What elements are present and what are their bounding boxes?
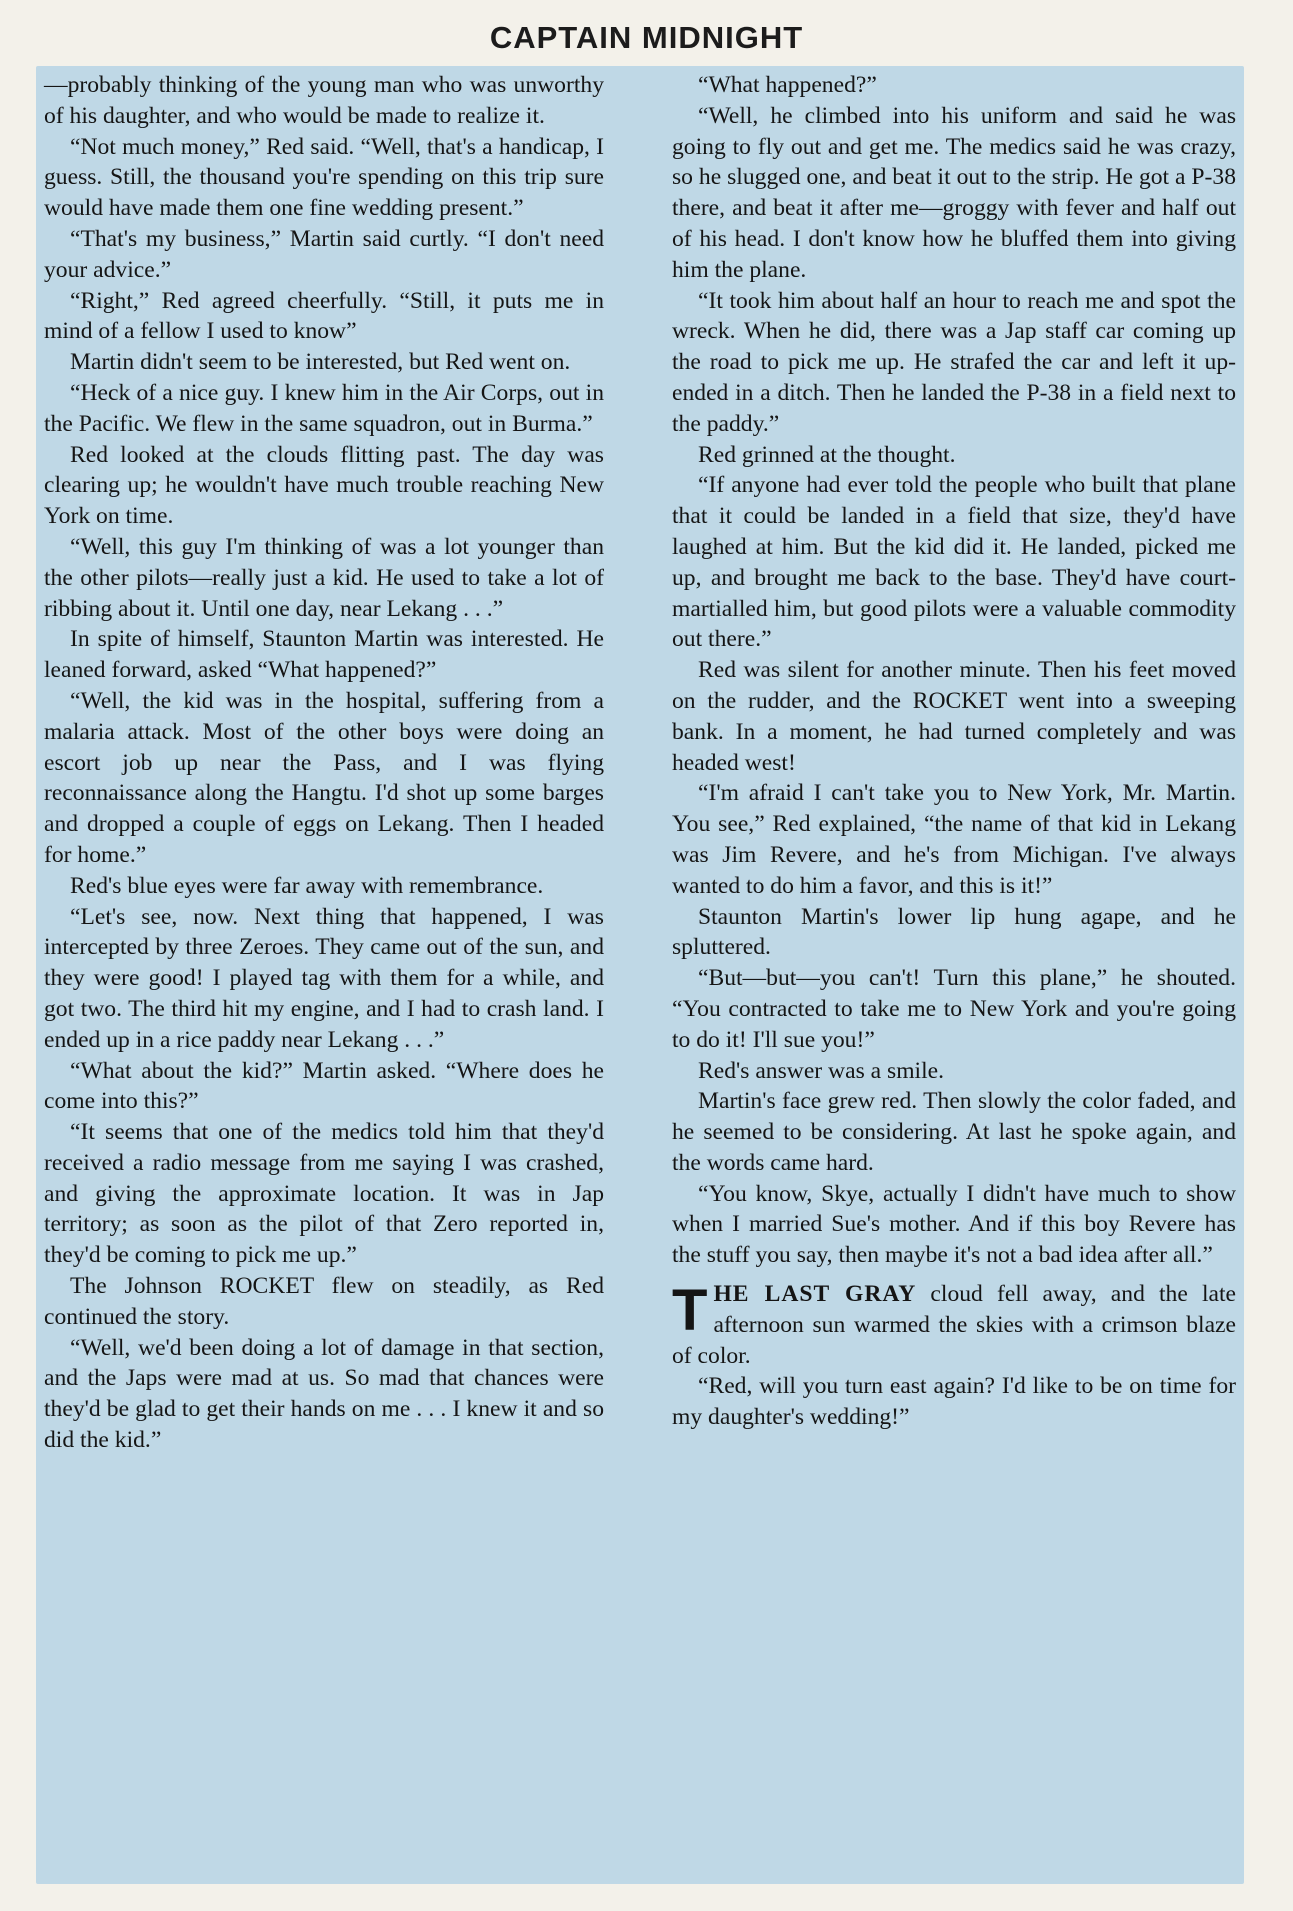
paragraph: “Well, the kid was in the hospital, suffering from a malaria attack. Most of the other boys were doing an escort job up near the Pass, and I was flying reconnaissance along the Hangtu. I'd shot up some barges and dropped a couple of eggs on Lekang. Then I headed for home.” — [44, 687, 604, 868]
closing-paragraph: “Red, will you turn east again? I'd like to be on time for my daughter's wedding!” — [672, 1373, 1236, 1431]
paragraph: Red looked at the clouds flitting past. The day was clearing up; he wouldn't have much trouble reaching New York on time. — [44, 441, 604, 530]
paragraph: “Heck of a nice guy. I knew him in the Air Corps, out in the Pacific. We flew in the same squadron, out in Burma.” — [44, 379, 604, 437]
paragraph: “But—but—you can't! Turn this plane,” he shouted. “You contracted to take me to New York and you're going to do it! I'll sue you!” — [672, 965, 1236, 1053]
paragraph: Red grinned at the thought. — [698, 441, 956, 468]
drop-cap: T — [672, 1278, 708, 1344]
left-column — [44, 70, 604, 1456]
paragraph: “Well, this guy I'm thinking of was a lot younger than the other pilots—really just a kid. He used to take a lot of ribbing about it. Until one day, near Lekang . . .” — [44, 533, 604, 622]
paragraph: “Well, he climbed into his uniform and said he was going to fly out and get me. The medics said he was crazy, so he slugged one, and beat it out to the strip. He got a P-38 there, and beat it after me—groggy with fever and half out of his head. I don't know how he bluffed them into giving him the plane. — [672, 102, 1236, 283]
lead-rest: cloud fell away, and the late afternoon sun warmed the skies with a crimson blaze of color. — [672, 1281, 1236, 1369]
paragraph: Red's answer was a smile. — [698, 1057, 945, 1084]
paragraph: “What happened?” — [698, 72, 877, 98]
paragraph: “What about the kid?” Martin asked. “Where does he come into this?” — [44, 1057, 604, 1115]
paragraph: Martin didn't seem to be interested, but Red went on. — [70, 349, 571, 376]
paragraph: “You know, Skye, actually I didn't have much to show when I married Sue's mother. And if this boy Revere has the stuff you say, then maybe it's not a bad idea after all.” — [672, 1180, 1236, 1269]
page-title: CAPTAIN MIDNIGHT — [489, 20, 804, 55]
paragraph: Red's blue eyes were far away with remembrance. — [70, 872, 544, 899]
paragraph: “Let's see, now. Next thing that happened, I was intercepted by three Zeroes. They came out of the sun, and they were good! I played tag with them for a while, and got two. The third hit my engine, and I had to crash land. I ended up in a rice paddy near Lekang . . .” — [44, 903, 604, 1053]
paragraph: “That's my business,” Martin said curtly. “I don't need your advice.” — [44, 225, 604, 283]
paragraph: “Right,” Red agreed cheerfully. “Still, it puts me in mind of a fellow I used to know” — [44, 287, 604, 345]
right-column — [672, 70, 1236, 1433]
paragraph: Martin's face grew red. Then slowly the color faded, and he seemed to be considering. At last he spoke again, and the words came hard. — [672, 1088, 1236, 1176]
paragraph: “It took him about half an hour to reach me and spot the wreck. When he did, there was a Jap staff car coming up the road to pick me up. He strafed the car and left it up-ended in a ditch. Then he landed the P-38 in a field next to the paddy.” — [672, 287, 1236, 437]
paragraph: In spite of himself, Staunton Martin was interested. He leaned forward, asked “What happened?” — [44, 626, 604, 684]
section-opening-paragraph — [672, 1279, 1236, 1371]
paragraph: “I'm afraid I can't take you to New York, Mr. Martin. You see,” Red explained, “the name of that kid in Lekang was Jim Revere, and he's from Michigan. I've always wanted to do him a favor, and this is it!” — [672, 780, 1236, 899]
lead-caps: HE LAST GRAY — [713, 1281, 917, 1308]
paragraph: “It seems that one of the medics told him that they'd received a radio message from me saying I was crashed, and giving the approximate location. It was in Jap territory; as soon as the pilot of that Zero reported in, they'd be coming to pick me up.” — [44, 1119, 604, 1269]
paragraph: “Well, we'd been doing a lot of damage in that section, and the Japs were mad at us. So mad that chances were they'd be glad to get their hands on me . . . I knew it and so did the kid.” — [44, 1334, 604, 1454]
paragraph: “If anyone had ever told the people who built that plane that it could be landed in a field that size, they'd have laughed at him. But the kid did it. He landed, picked me up, and brought me back to the base. They'd have court-martialled him, but good pilots were a valuable commodity out there.” — [672, 472, 1236, 653]
paragraph: The Johnson ROCKET flew on steadily, as Red continued the story. — [44, 1273, 604, 1330]
paragraph: “Not much money,” Red said. “Well, that's a handicap, I guess. Still, the thousand you're spending on this trip sure would have made them one fine wedding present.” — [44, 133, 604, 222]
paragraph: Red was silent for another minute. Then his feet moved on the rudder, and the ROCKET went into a sweeping bank. In a moment, he had turned completely and was headed west! — [672, 657, 1236, 776]
paragraph: Staunton Martin's lower lip hung agape, and he spluttered. — [672, 903, 1236, 961]
paragraph: —probably thinking of the young man who was unworthy of his daughter, and who would be made to realize it. — [44, 72, 604, 129]
